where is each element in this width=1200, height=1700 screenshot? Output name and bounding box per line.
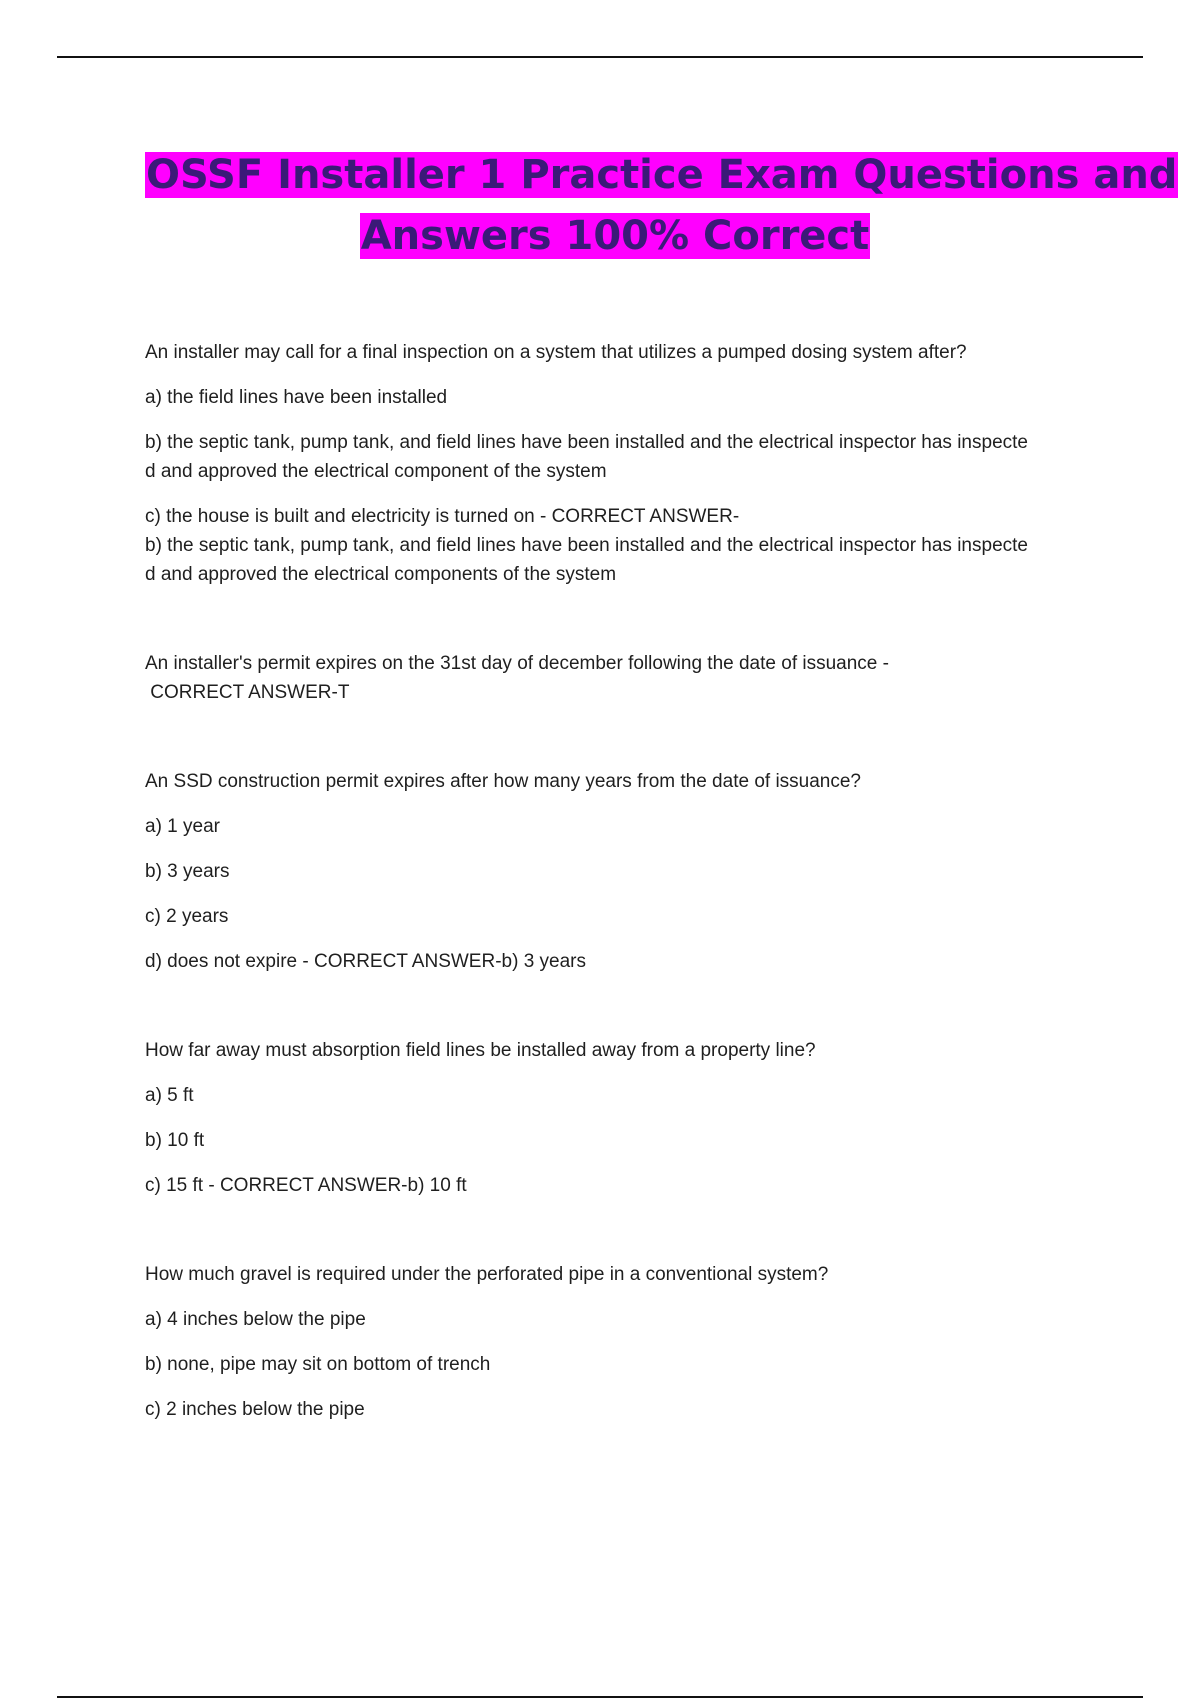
option-a: a) 4 inches below the pipe xyxy=(145,1309,366,1330)
question-block-4 xyxy=(145,1036,1100,1200)
spacer xyxy=(145,723,1100,767)
question-block-2 xyxy=(145,649,1100,707)
document-body xyxy=(145,338,1100,1440)
question-text: An installer's permit expires on the 31st day of december following the date of issuance - xyxy=(145,653,889,674)
option-a: a) 1 year xyxy=(145,816,220,837)
title-line-1: OSSF Installer 1 Practice Exam Questions and xyxy=(146,152,1178,198)
question-block-5 xyxy=(145,1260,1100,1424)
option-b-line-1: b) the septic tank, pump tank, and field lines have been installed and the electrical inspector has inspecte xyxy=(145,432,1028,453)
option-c: c) the house is built and electricity is turned on - CORRECT ANSWER- xyxy=(145,506,740,527)
correct-answer xyxy=(145,531,1100,589)
option-b-line-2: d and approved the electrical component of the system xyxy=(145,461,607,482)
question-text: An installer may call for a final inspection on a system that utilizes a pumped dosing system after? xyxy=(145,342,967,363)
spacer xyxy=(145,605,1100,649)
option-b xyxy=(145,428,1100,486)
option-b: b) none, pipe may sit on bottom of trench xyxy=(145,1354,491,1375)
question-block-1 xyxy=(145,338,1100,589)
title-line-2: Answers 100% Correct xyxy=(360,213,870,259)
correct-answer-line-2: d and approved the electrical components of the system xyxy=(145,564,617,585)
option-c: c) 2 years xyxy=(145,906,229,927)
spacer xyxy=(145,992,1100,1036)
correct-answer-line-1: b) the septic tank, pump tank, and field lines have been installed and the electrical inspector has inspecte xyxy=(145,535,1028,556)
option-a: a) the field lines have been installed xyxy=(145,387,448,408)
question-block-3 xyxy=(145,767,1100,976)
footer-rule xyxy=(57,1696,1143,1698)
option-b: b) 10 ft xyxy=(145,1130,205,1151)
document-title xyxy=(145,145,1178,267)
option-b: b) 3 years xyxy=(145,861,230,882)
header-rule xyxy=(57,56,1143,58)
option-c: c) 2 inches below the pipe xyxy=(145,1399,365,1420)
question-text: How much gravel is required under the perforated pipe in a conventional system? xyxy=(145,1264,829,1285)
question-text: How far away must absorption field lines be installed away from a property line? xyxy=(145,1040,816,1061)
option-d: d) does not expire - CORRECT ANSWER-b) 3 years xyxy=(145,951,587,972)
option-a: a) 5 ft xyxy=(145,1085,194,1106)
correct-answer: CORRECT ANSWER-T xyxy=(145,682,350,703)
spacer xyxy=(145,1216,1100,1260)
option-c: c) 15 ft - CORRECT ANSWER-b) 10 ft xyxy=(145,1175,467,1196)
question-text: An SSD construction permit expires after how many years from the date of issuance? xyxy=(145,771,861,792)
